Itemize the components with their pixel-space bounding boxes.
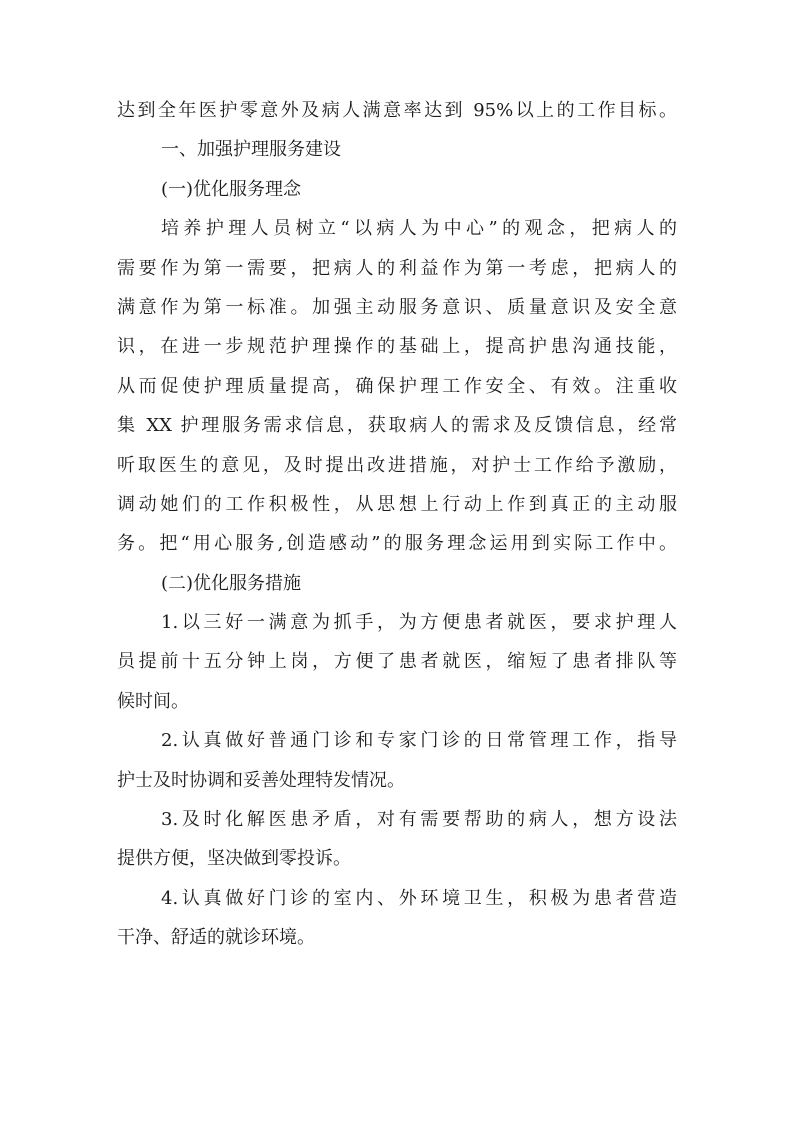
- text-line: 1.以三好一满意为抓手，为方便患者就医，要求护理人: [161, 612, 677, 634]
- subsection-heading: (一)优化服务理念: [161, 178, 302, 200]
- text-line: 员提前十五分钟上岗，方便了患者就医，缩短了患者排队等: [117, 651, 677, 673]
- text-line: 识，在进一步规范护理操作的基础上，提高护患沟通技能，: [117, 336, 677, 358]
- text-line: 满意作为第一标准。加强主动服务意识、质量意识及安全意: [117, 296, 677, 318]
- text-line: 从而促使护理质量提高，确保护理工作安全、有效。注重收: [117, 375, 677, 397]
- text-line: 达到全年医护零意外及病人满意率达到 95%以上的工作目标。: [117, 100, 677, 121]
- text-line: 需要作为第一需要，把病人的利益作为第一考虑，把病人的: [117, 257, 677, 279]
- text-line: 听取医生的意见，及时提出改进措施，对护士工作给予激励，: [117, 454, 677, 476]
- text-line: 3.及时化解医患矛盾，对有需要帮助的病人，想方设法: [161, 809, 677, 831]
- text-line: 集 XX 护理服务需求信息，获取病人的需求及反馈信息，经常: [117, 415, 677, 437]
- text-line: 调动她们的工作积极性，从思想上行动上作到真正的主动服: [117, 493, 677, 515]
- subsection-heading: (二)优化服务措施: [161, 572, 302, 594]
- document-body: [117, 91, 677, 958]
- text-line: 护士及时协调和妥善处理特发情况。: [117, 769, 405, 791]
- text-line: 4.认真做好门诊的室内、外环境卫生，积极为患者营造: [161, 887, 677, 909]
- text-line: 培养护理人员树立“以病人为中心”的观念，把病人的: [161, 218, 677, 240]
- text-line: 2.认真做好普通门诊和专家门诊的日常管理工作，指导: [161, 730, 677, 752]
- text-line: 务。把“用心服务,创造感动”的服务理念运用到实际工作中。: [117, 533, 677, 555]
- text-line: 干净、舒适的就诊环境。: [117, 927, 315, 949]
- text-line: 候时间。: [117, 690, 189, 712]
- text-line: 提供方便，坚决做到零投诉。: [117, 848, 351, 870]
- section-heading: 一、加强护理服务建设: [161, 139, 341, 161]
